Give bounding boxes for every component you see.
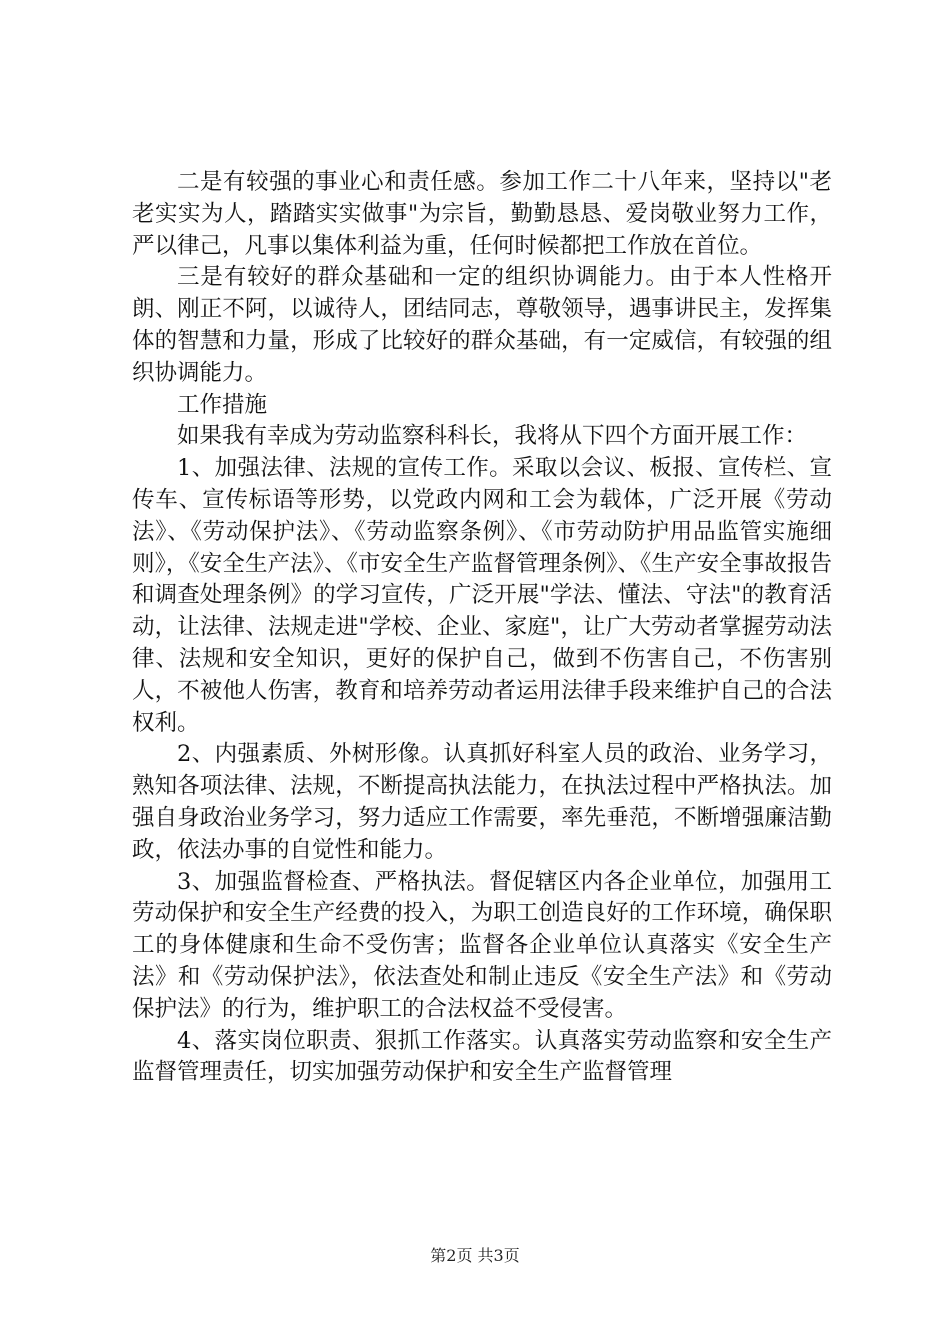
paragraph-mass-foundation: 三是有较好的群众基础和一定的组织协调能力。由于本人性格开朗、刚正不阿，以诚待人，团结同志，尊敬领导，遇事讲民主，发挥集体的智慧和力量，形成了比较好的群众基础，有一定威信，有较强的组织协调能力。 xyxy=(132,264,832,386)
paragraph-item-1-legal-publicity: 1、加强法律、法规的宣传工作。采取以会议、板报、宣传栏、宣传车、宣传标语等形势，以党政内网和工会为载体，广泛开展《劳动法》、《劳动保护法》、《劳动监察条例》、《市劳动防护用品监管实施细则》，《安全生产法》、《市安全生产监督管理条例》、《生产安全事故报告和调查处理条例》的学习宣传，广泛开展"学法、懂法、守法"的教育活动，让法律、法规走进"学校、企业、家庭"，让广大劳动者掌握劳动法律、法规和安全知识，更好的保护自己，做到不伤害自己，不伤害别人，不被他人伤害，教育和培养劳动者运用法律手段来维护自己的合法权利。 xyxy=(132,455,832,736)
paragraph-item-2-quality-image: 2、内强素质、外树形像。认真抓好科室人员的政治、业务学习，熟知各项法律、法规，不断提高执法能力，在执法过程中严格执法。加强自身政治业务学习，努力适应工作需要，率先垂范，不断增强廉洁勤政，依法办事的自觉性和能力。 xyxy=(132,741,832,863)
paragraph-item-3-supervision: 3、加强监督检查、严格执法。督促辖区内各企业单位，加强用工劳动保护和安全生产经费的投入，为职工创造良好的工作环境，确保职工的身体健康和生命不受伤害；监督各企业单位认真落实《安全生产法》和《劳动保护法》，依法查处和制止违反《安全生产法》和《劳动保护法》的行为，维护职工的合法权益不受侵害。 xyxy=(132,868,832,1022)
paragraph-item-4-responsibility: 4、落实岗位职责、狠抓工作落实。认真落实劳动监察和安全生产监督管理责任，切实加强劳动保护和安全生产监督管理 xyxy=(132,1027,832,1086)
page-number-footer: 第2页 共3页 xyxy=(430,1246,520,1265)
paragraph-intro-four-aspects: 如果我有幸成为劳动监察科科长，我将从下四个方面开展工作： xyxy=(177,423,808,450)
section-heading-work-measures: 工作措施 xyxy=(177,391,268,418)
paragraph-career-dedication: 二是有较强的事业心和责任感。参加工作二十八年来，坚持以"老老实实为人，踏踏实实做事"为宗旨，勤勤恳恳、爱岗敬业努力工作，严以律己，凡事以集体利益为重，任何时候都把工作放在首位。 xyxy=(132,169,832,259)
document-body xyxy=(132,167,832,1089)
